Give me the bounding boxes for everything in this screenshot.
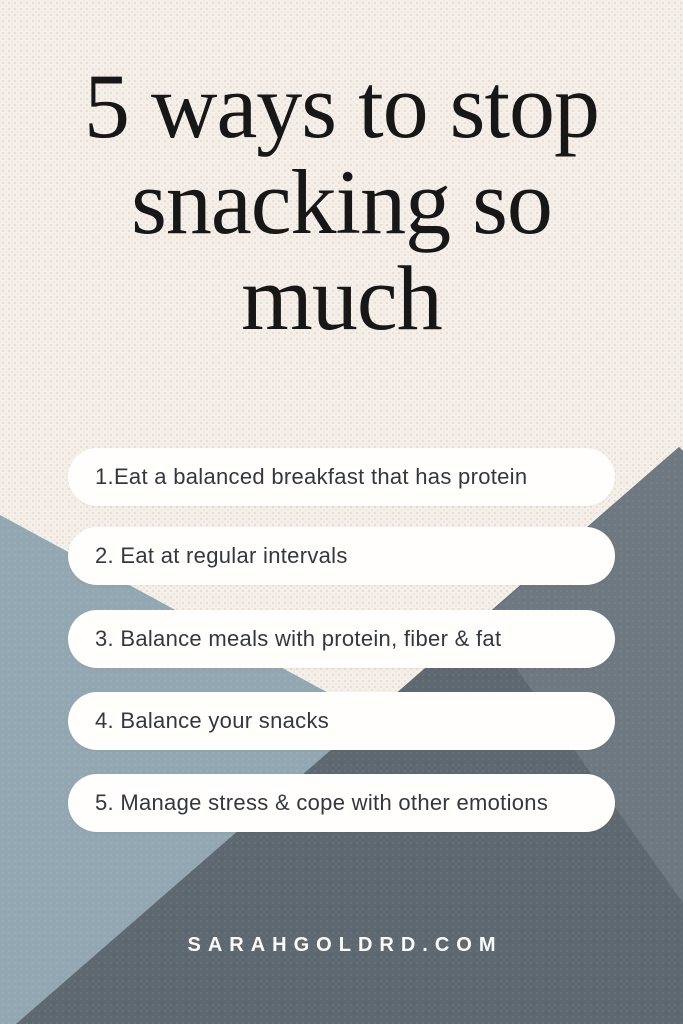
website-url: SARAHGOLDRD.COM xyxy=(187,934,503,956)
list-item-3-text: 3. Balance meals with protein, fiber & fat xyxy=(95,626,502,651)
page-title-line-1: 5 ways to stop xyxy=(84,55,599,157)
list-item-1-text: 1.Eat a balanced breakfast that has protein xyxy=(95,464,528,489)
list-item-3 xyxy=(68,610,615,668)
list-item-2 xyxy=(68,527,615,585)
page-title-line-2: snacking so xyxy=(131,151,552,253)
page-title-line-3: much xyxy=(241,247,442,349)
list-item-5 xyxy=(68,774,615,832)
list-item-5-text: 5. Manage stress & cope with other emotions xyxy=(95,790,549,815)
list-item-4 xyxy=(68,692,615,750)
list-item-4-text: 4. Balance your snacks xyxy=(95,708,330,733)
list-item-1 xyxy=(68,448,615,506)
page-title xyxy=(0,55,683,349)
list-item-2-text: 2. Eat at regular intervals xyxy=(95,543,348,568)
